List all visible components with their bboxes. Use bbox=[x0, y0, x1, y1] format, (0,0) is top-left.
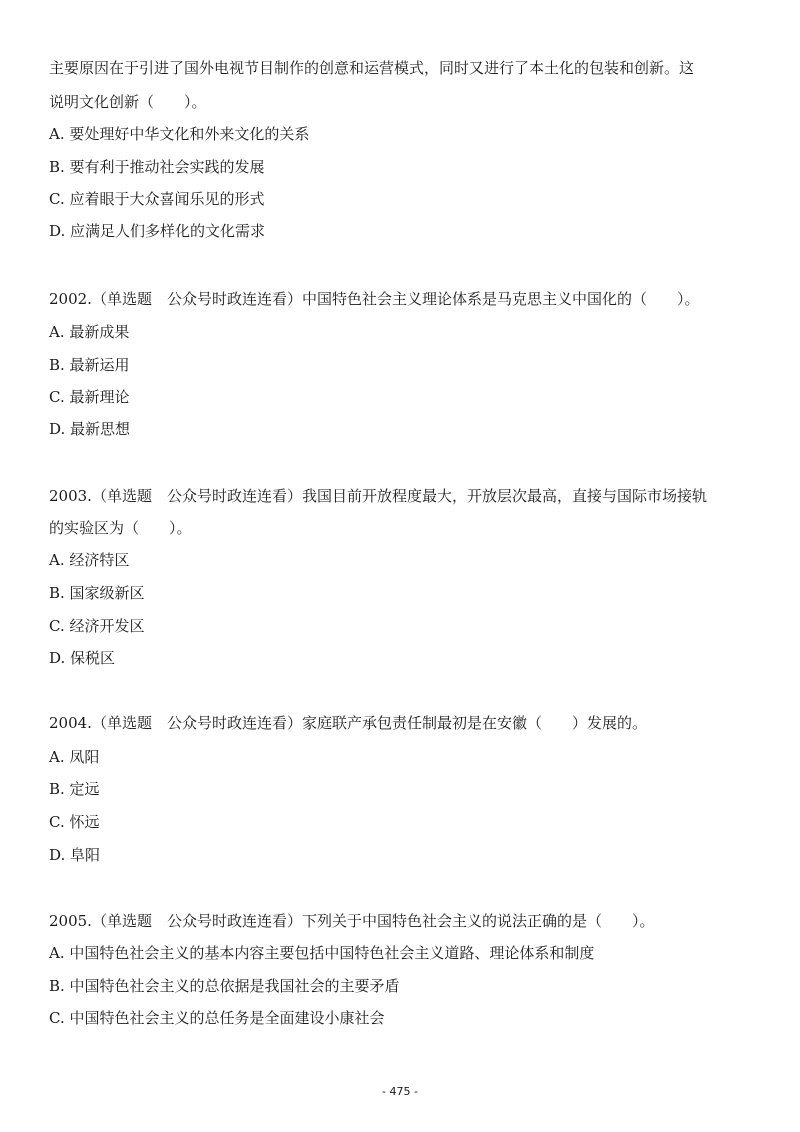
option-a: A. 中国特色社会主义的基本内容主要包括中国特色社会主义道路、理论体系和制度 bbox=[49, 944, 595, 962]
option-b: B. 最新运用 bbox=[49, 356, 130, 374]
option-a: A. 凤阳 bbox=[49, 748, 100, 766]
option-d: D. 保税区 bbox=[49, 649, 116, 667]
option-d: D. 应满足人们多样化的文化需求 bbox=[49, 222, 266, 240]
option-b: B. 定远 bbox=[49, 780, 100, 798]
option-a: A. 最新成果 bbox=[49, 323, 130, 341]
option-c: C. 中国特色社会主义的总任务是全面建设小康社会 bbox=[49, 1009, 385, 1027]
option-a: A. 要处理好中华文化和外来文化的关系 bbox=[49, 125, 310, 143]
option-d: D. 最新思想 bbox=[49, 420, 131, 438]
question-2004-stem: 2004.（单选题 公众号时政连连看）家庭联产承包责任制最初是在安徽（ ）发展的。 bbox=[49, 714, 647, 732]
option-b: B. 国家级新区 bbox=[49, 584, 145, 602]
option-c: C. 经济开发区 bbox=[49, 617, 145, 635]
question-text-line: 主要原因在于引进了国外电视节目制作的创意和运营模式，同时又进行了本土化的包装和创新。这 bbox=[49, 59, 695, 77]
option-d: D. 阜阳 bbox=[49, 846, 101, 864]
option-c: C. 怀远 bbox=[49, 813, 100, 831]
question-text-line: 说明文化创新（ ）。 bbox=[49, 93, 207, 111]
option-c: C. 最新理论 bbox=[49, 388, 130, 406]
page-number: - 475 - bbox=[382, 1085, 418, 1098]
option-c: C. 应着眼于大众喜闻乐见的形式 bbox=[49, 190, 265, 208]
question-2005-stem: 2005.（单选题 公众号时政连连看）下列关于中国特色社会主义的说法正确的是（ ）。 bbox=[49, 912, 655, 930]
option-b: B. 要有利于推动社会实践的发展 bbox=[49, 158, 265, 176]
option-b: B. 中国特色社会主义的总依据是我国社会的主要矛盾 bbox=[49, 977, 400, 995]
question-2003-stem: 2003.（单选题 公众号时政连连看）我国目前开放程度最大，开放层次最高，直接与国际市场接轨 bbox=[49, 487, 707, 505]
question-2002-stem: 2002.（单选题 公众号时政连连看）中国特色社会主义理论体系是马克思主义中国化的（ ）。 bbox=[49, 290, 700, 308]
question-2003-stem-cont: 的实验区为（ ）。 bbox=[49, 519, 192, 537]
option-a: A. 经济特区 bbox=[49, 551, 130, 569]
